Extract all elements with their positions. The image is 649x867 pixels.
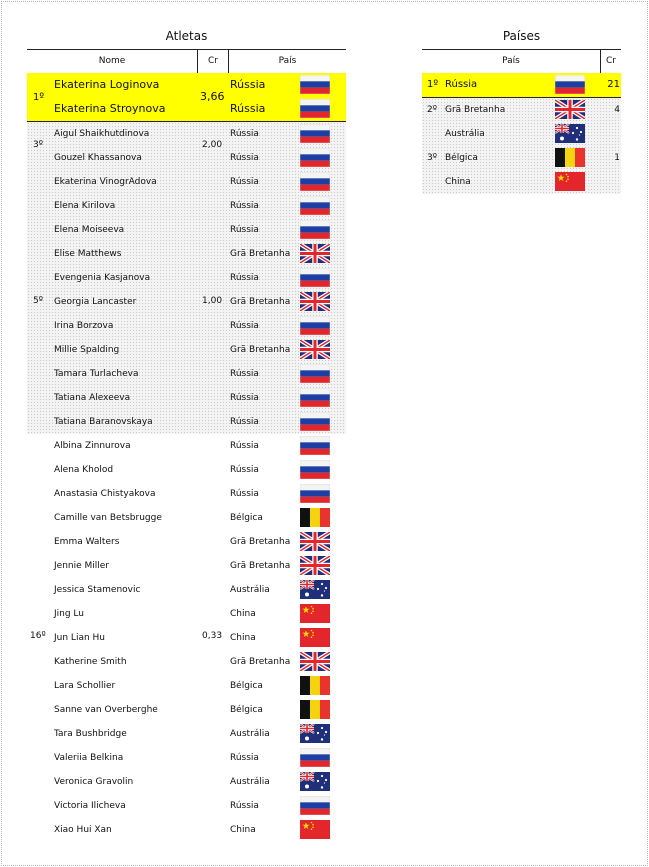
athlete-row: [27, 266, 346, 290]
country-row: [422, 146, 621, 170]
athlete-country: China: [230, 633, 256, 643]
russia-flag-icon: [300, 268, 330, 287]
athlete-name: Albina Zinnurova: [54, 441, 131, 451]
athlete-name: Elena Kirilova: [54, 201, 116, 211]
athlete-row: [27, 770, 346, 794]
uk-flag-icon: [300, 244, 330, 263]
russia-flag-icon: [300, 196, 330, 215]
russia-flag-icon: [300, 412, 330, 431]
country-row: [422, 73, 621, 97]
russia-flag-icon: [300, 75, 330, 94]
athlete-row: [27, 97, 346, 121]
athlete-name: Veronica Gravolin: [54, 777, 134, 787]
athlete-name: Elena Moiseeva: [54, 225, 125, 235]
athlete-row: [27, 530, 346, 554]
uk-flag-icon: [555, 100, 585, 119]
country-name: Bélgica: [445, 153, 478, 163]
country-cr: 1: [614, 153, 620, 163]
athlete-name: Camille van Betsbrugge: [54, 513, 162, 523]
country-cr: [602, 122, 620, 146]
athlete-country: Rússia: [230, 489, 259, 499]
athlete-name: Aigul Shaikhutdinova: [54, 129, 150, 139]
russia-flag-icon: [300, 124, 330, 143]
country-row: [422, 122, 621, 146]
athlete-row: [27, 146, 346, 170]
athlete-name: Jennie Miller: [54, 561, 110, 571]
athlete-row: [27, 722, 346, 746]
athlete-row: [27, 554, 346, 578]
athlete-row: [27, 338, 346, 362]
country-name: Rússia: [445, 79, 478, 90]
athlete-row: [27, 434, 346, 458]
athlete-country: Rússia: [230, 129, 259, 139]
athlete-row: [27, 242, 346, 266]
athlete-name: Emma Walters: [54, 537, 120, 547]
athlete-country: Rússia: [230, 201, 259, 211]
country-name: Grã Bretanha: [445, 105, 506, 115]
group-rank: 16º: [30, 631, 46, 641]
athlete-name: Irina Borzova: [54, 321, 114, 331]
athlete-country: Rússia: [230, 417, 259, 427]
australia-flag-icon: [300, 580, 330, 599]
athlete-name: Lara Schollier: [54, 681, 116, 691]
russia-flag-icon: [300, 460, 330, 479]
country-name: China: [445, 177, 471, 187]
athlete-row: [27, 650, 346, 674]
athlete-country: Rússia: [230, 273, 259, 283]
group-cr: 0,33: [202, 631, 223, 641]
athlete-name: Gouzel Khassanova: [54, 153, 142, 163]
athlete-country: Rússia: [230, 465, 259, 475]
header-country: País: [502, 56, 520, 66]
group-cr: 2,00: [202, 140, 223, 150]
country-row: [422, 170, 621, 194]
header-country: País: [278, 56, 297, 66]
russia-flag-icon: [300, 148, 330, 167]
athlete-name: Tatiana Alexeeva: [54, 393, 131, 403]
athlete-name: Katherine Smith: [54, 657, 127, 667]
athlete-country: Rússia: [230, 753, 259, 763]
athlete-country: Bélgica: [230, 513, 263, 523]
australia-flag-icon: [300, 772, 330, 791]
country-name: Austrália: [445, 129, 485, 139]
athlete-name: Jun Lian Hu: [54, 633, 105, 643]
athlete-name: Millie Spalding: [54, 345, 120, 355]
athlete-row: [27, 218, 346, 242]
athlete-row: [27, 290, 346, 314]
header-name: Nome: [98, 56, 126, 66]
athlete-name: Tatiana Baranovskaya: [54, 417, 153, 427]
country-cr: 21: [607, 79, 620, 90]
athlete-name: Jessica Stamenovic: [54, 585, 141, 595]
athlete-country: Austrália: [230, 729, 270, 739]
athlete-country: Austrália: [230, 585, 270, 595]
athlete-country: Grã Bretanha: [230, 561, 291, 571]
athlete-country: Rússia: [230, 78, 266, 91]
country-rank: 1º: [427, 79, 439, 90]
athlete-country: Grã Bretanha: [230, 345, 291, 355]
athlete-country: Rússia: [230, 801, 259, 811]
country-rank: 2º: [427, 105, 437, 115]
athlete-name: Sanne van Overberghe: [54, 705, 158, 715]
athlete-country: Grã Bretanha: [230, 657, 291, 667]
uk-flag-icon: [300, 532, 330, 551]
athlete-row: [27, 626, 346, 650]
russia-flag-icon: [300, 172, 330, 191]
athlete-country: Rússia: [230, 225, 259, 235]
athlete-name: Alena Kholod: [54, 465, 114, 475]
russia-flag-icon: [300, 796, 330, 815]
russia-flag-icon: [300, 388, 330, 407]
country-cr: [602, 170, 620, 194]
athlete-row: [27, 386, 346, 410]
athlete-row: [27, 506, 346, 530]
athlete-row: [27, 410, 346, 434]
uk-flag-icon: [300, 292, 330, 311]
header-cr: Cr: [208, 56, 218, 66]
russia-flag-icon: [300, 436, 330, 455]
belgium-flag-icon: [300, 700, 330, 719]
russia-flag-icon: [555, 75, 585, 94]
uk-flag-icon: [300, 340, 330, 359]
athlete-country: Rússia: [230, 321, 259, 331]
athlete-name: Tara Bushbridge: [54, 729, 127, 739]
china-flag-icon: [555, 172, 585, 191]
countries-title: Países: [502, 29, 541, 43]
athlete-row: [27, 73, 346, 97]
athlete-row: [27, 194, 346, 218]
athlete-row: [27, 122, 346, 146]
athlete-country: Grã Bretanha: [230, 297, 291, 307]
athlete-name: Anastasia Chistyakova: [54, 489, 156, 499]
russia-flag-icon: [300, 99, 330, 118]
group-rank: 3º: [33, 140, 43, 150]
uk-flag-icon: [300, 652, 330, 671]
athlete-country: China: [230, 609, 256, 619]
group-cr: 3,66: [200, 90, 225, 103]
uk-flag-icon: [300, 556, 330, 575]
russia-flag-icon: [300, 748, 330, 767]
country-row: [422, 98, 621, 122]
countries-header: [422, 49, 621, 74]
athlete-country: Bélgica: [230, 705, 263, 715]
belgium-flag-icon: [300, 508, 330, 527]
athlete-country: Bélgica: [230, 681, 263, 691]
athlete-row: [27, 314, 346, 338]
athlete-row: [27, 482, 346, 506]
athlete-row: [27, 578, 346, 602]
russia-flag-icon: [300, 220, 330, 239]
athlete-country: Rússia: [230, 153, 259, 163]
athlete-country: Grã Bretanha: [230, 249, 291, 259]
country-rank: 3º: [427, 153, 437, 163]
athlete-row: [27, 602, 346, 626]
athlete-name: Elise Matthews: [54, 249, 122, 259]
russia-flag-icon: [300, 364, 330, 383]
athlete-name: Jing Lu: [54, 609, 84, 619]
belgium-flag-icon: [300, 676, 330, 695]
athlete-country: Austrália: [230, 777, 270, 787]
athlete-country: Rússia: [230, 177, 259, 187]
athlete-row: [27, 674, 346, 698]
athlete-row: [27, 818, 346, 842]
athlete-country: Rússia: [230, 393, 259, 403]
athlete-name: Ekaterina VinogrAdova: [54, 177, 157, 187]
group-rank: 1º: [33, 92, 45, 103]
athlete-name: Victoria Ilicheva: [54, 801, 126, 811]
china-flag-icon: [300, 820, 330, 839]
group-rank: 5º: [33, 296, 43, 306]
athletes-header: [27, 49, 346, 74]
athlete-country: Rússia: [230, 369, 259, 379]
australia-flag-icon: [555, 124, 585, 143]
china-flag-icon: [300, 604, 330, 623]
athlete-row: [27, 698, 346, 722]
russia-flag-icon: [300, 316, 330, 335]
athlete-name: Ekaterina Stroynova: [54, 102, 166, 115]
group-cr: 1,00: [202, 296, 223, 306]
athlete-country: China: [230, 825, 256, 835]
header-cr: Cr: [606, 56, 616, 66]
athlete-name: Georgia Lancaster: [54, 297, 137, 307]
country-cr: 4: [614, 105, 620, 115]
athlete-row: [27, 794, 346, 818]
china-flag-icon: [300, 628, 330, 647]
athlete-row: [27, 746, 346, 770]
athlete-name: Tamara Turlacheva: [54, 369, 139, 379]
athlete-name: Evengenia Kasjanova: [54, 273, 151, 283]
athlete-name: Ekaterina Loginova: [54, 78, 160, 91]
athlete-name: Valeriia Belkina: [54, 753, 124, 763]
athletes-title: Atletas: [165, 29, 208, 43]
athlete-row: [27, 362, 346, 386]
athlete-country: Rússia: [230, 441, 259, 451]
athlete-country: Grã Bretanha: [230, 537, 291, 547]
russia-flag-icon: [300, 484, 330, 503]
athlete-row: [27, 170, 346, 194]
australia-flag-icon: [300, 724, 330, 743]
belgium-flag-icon: [555, 148, 585, 167]
athlete-name: Xiao Hui Xan: [54, 825, 112, 835]
athlete-row: [27, 458, 346, 482]
athlete-country: Rússia: [230, 102, 266, 115]
